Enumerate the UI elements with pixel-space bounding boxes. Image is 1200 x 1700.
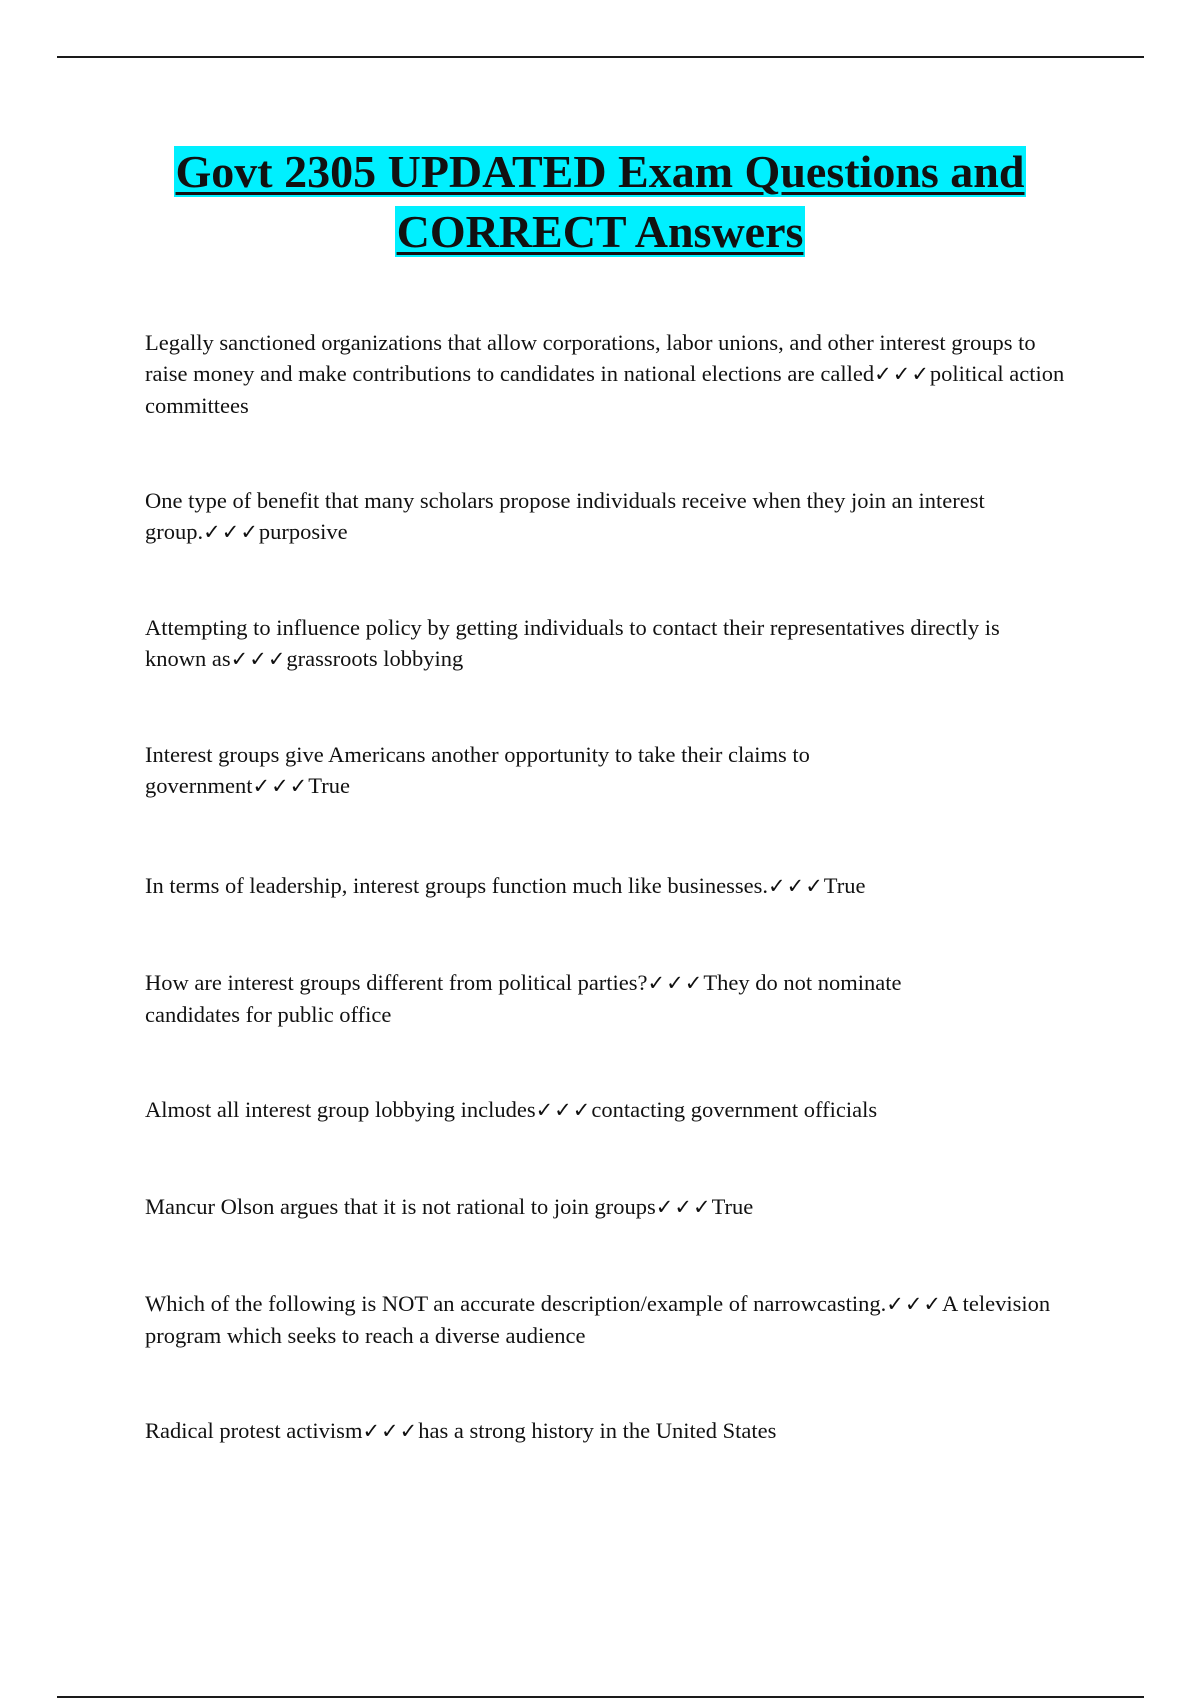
- question-text: In terms of leadership, interest groups function much like businesses.: [145, 873, 768, 898]
- qa-item-6: [145, 967, 985, 1030]
- checkmark-icon: ✓✓✓: [535, 1098, 592, 1122]
- question-text: Legally sanctioned organizations that allow corporations, labor unions, and other interest groups to raise money and make contributions to candidates in national elections are called: [145, 330, 1036, 386]
- bottom-divider: [57, 1696, 1144, 1698]
- question-text: Which of the following is NOT an accurate description/example of narrowcasting.: [145, 1291, 887, 1316]
- checkmark-icon: ✓✓✓: [768, 874, 824, 898]
- checkmark-icon: ✓✓✓: [203, 520, 259, 544]
- qa-item-4: [145, 739, 865, 802]
- question-text: Radical protest activism: [145, 1418, 363, 1443]
- question-text: One type of benefit that many scholars propose individuals receive when they join an interest group.: [145, 488, 985, 544]
- answer-text: True: [308, 773, 350, 798]
- title-line-1: Govt 2305 UPDATED Exam Questions and: [175, 146, 1025, 197]
- answer-text: contacting government officials: [591, 1097, 878, 1122]
- answer-text: They do not nominate candidates for public office: [145, 970, 902, 1027]
- document-title: [60, 142, 1140, 262]
- question-text: Attempting to influence policy by getting individuals to contact their representatives directly is known as: [145, 615, 1000, 671]
- qa-item-1: [145, 327, 1065, 421]
- answer-text: has a strong history in the United States: [418, 1418, 777, 1443]
- qa-item-2: [145, 485, 1065, 548]
- question-text: Interest groups give Americans another opportunity to take their claims to government: [145, 742, 810, 798]
- top-divider: [57, 56, 1144, 58]
- title-line-2: CORRECT Answers: [396, 206, 804, 257]
- question-text: Almost all interest group lobbying includes: [145, 1097, 536, 1122]
- answer-text: A television program which seeks to reach a diverse audience: [145, 1291, 1051, 1348]
- qa-item-7: [145, 1094, 1065, 1126]
- answer-text: grassroots lobbying: [286, 646, 464, 671]
- question-text: Mancur Olson argues that it is not rational to join groups: [145, 1194, 656, 1219]
- checkmark-icon: ✓✓✓: [647, 971, 704, 995]
- answer-text: True: [711, 1194, 754, 1219]
- answer-text: True: [823, 873, 866, 898]
- checkmark-icon: ✓✓✓: [655, 1195, 712, 1219]
- qa-item-5: [145, 870, 1065, 902]
- qa-item-10: [145, 1415, 1065, 1447]
- checkmark-icon: ✓✓✓: [362, 1419, 419, 1443]
- checkmark-icon: ✓✓✓: [874, 362, 930, 386]
- question-text: How are interest groups different from political parties?: [145, 970, 648, 995]
- qa-item-8: [145, 1191, 1065, 1223]
- checkmark-icon: ✓✓✓: [252, 774, 309, 798]
- checkmark-icon: ✓✓✓: [886, 1292, 943, 1316]
- qa-item-3: [145, 612, 1065, 675]
- qa-item-9: [145, 1288, 1065, 1351]
- answer-text: political action committees: [145, 361, 1065, 418]
- checkmark-icon: ✓✓✓: [230, 647, 287, 671]
- answer-text: purposive: [258, 519, 348, 544]
